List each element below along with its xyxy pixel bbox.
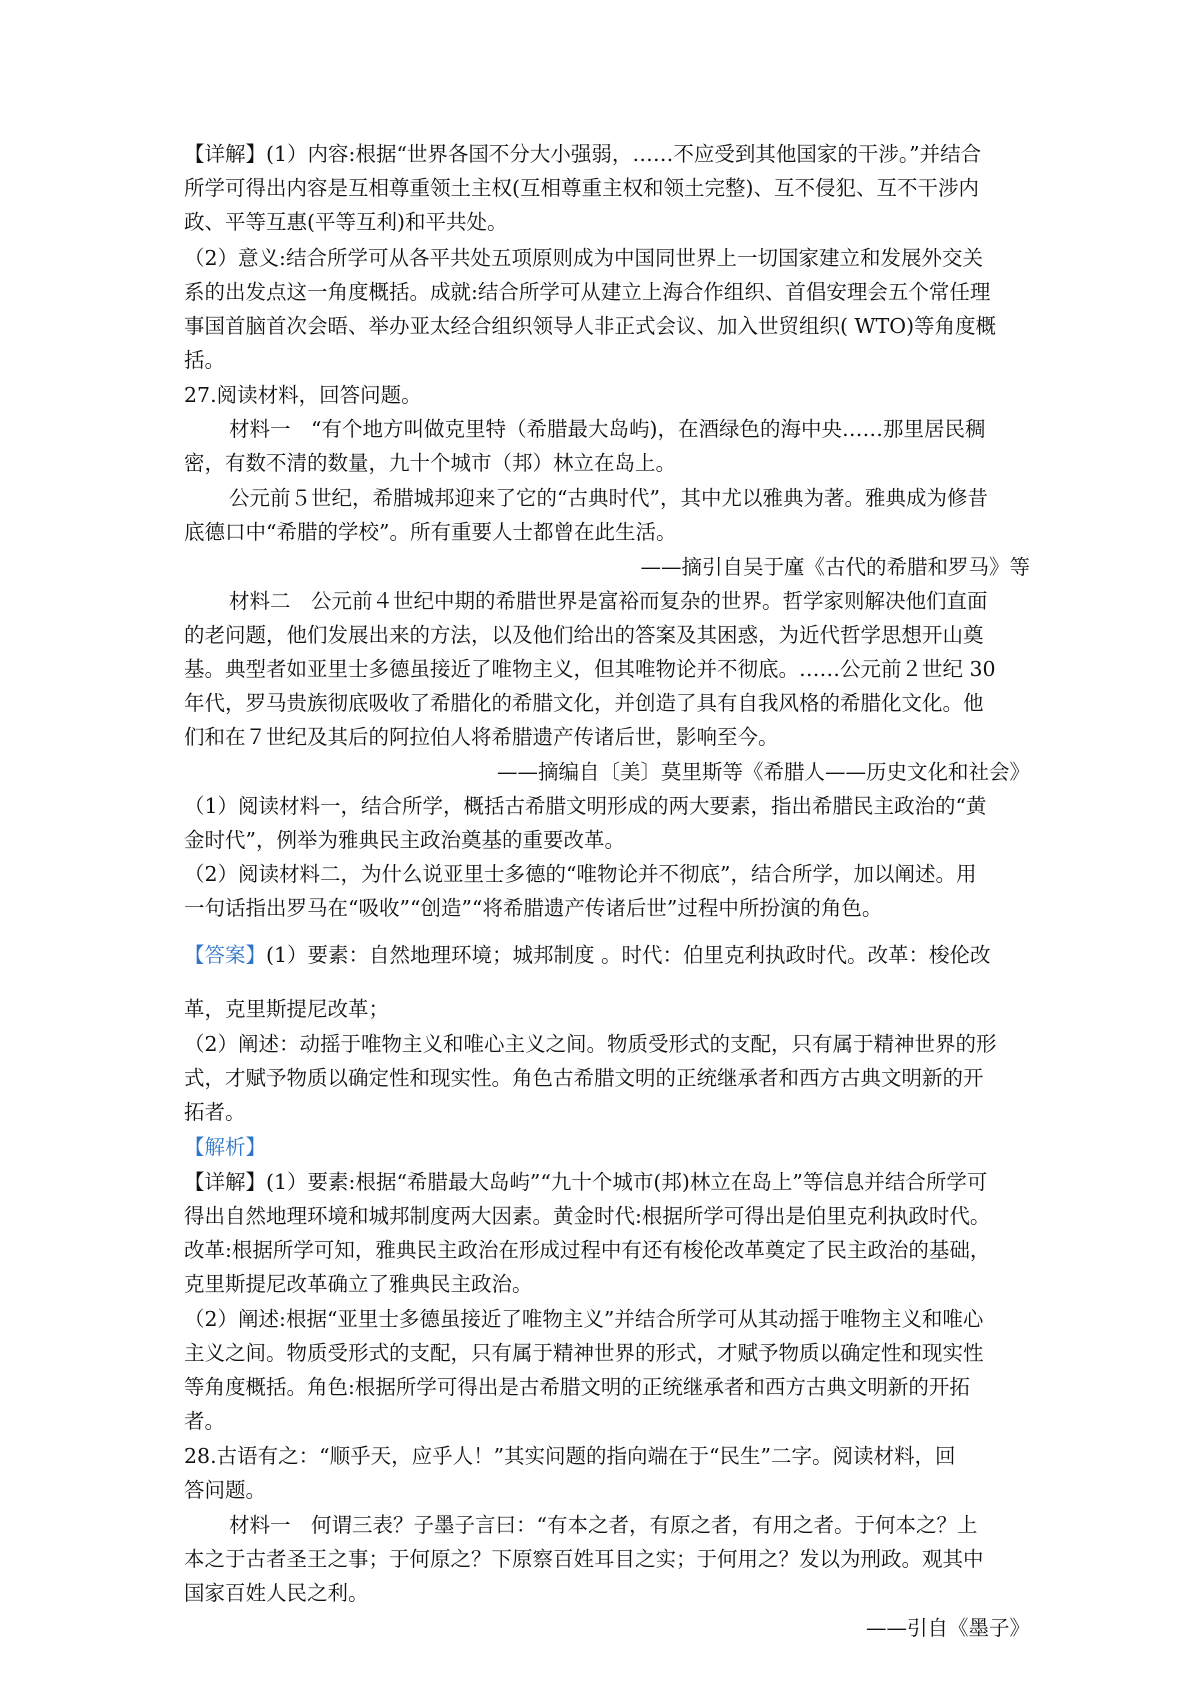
- answer-text: (1）要素：自然地理环境；城邦制度 。时代：伯里克利执政时代。改革：梭伦改: [266, 943, 991, 967]
- q28-material1-line: 国家百姓人民之利。: [184, 1581, 369, 1605]
- q27-answer-line: [184, 938, 1030, 972]
- q27-source2: ——摘编自〔美〕莫里斯等《希腊人——历史文化和社会》: [497, 760, 1030, 784]
- q26-detail-line: 括。: [184, 348, 225, 372]
- q27-question-line: 一句话指出罗马在“吸收”“创造”“将希腊遗产传诸后世”过程中所扮演的角色。: [184, 896, 883, 920]
- q27-answer-line: 式，才赋予物质以确定性和现实性。角色古希腊文明的正统继承者和西方古典文明新的开: [184, 1066, 984, 1090]
- q27-source1: ——摘引自吴于廑《古代的希腊和罗马》等: [640, 555, 1030, 579]
- q27-detail-line: 主义之间。物质受形式的支配，只有属于精神世界的形式，才赋予物质以确定性和现实性: [184, 1341, 984, 1365]
- q27-material2-line: 的老问题，他们发展出来的方法，以及他们给出的答案及其困惑，为近代哲学思想开山奠: [184, 623, 984, 647]
- q26-detail-line: 【详解】(1）内容:根据“世界各国不分大小强弱，……不应受到其他国家的干涉。”并结合: [184, 142, 982, 166]
- q26-detail-line: 事国首脑首次会晤、举办亚太经合组织领导人非正式会议、加入世贸组织( WTO)等角度概: [184, 314, 997, 338]
- q27-answer-line: （2）阐述：动摇于唯物主义和唯心主义之间。物质受形式的支配，只有属于精神世界的形: [184, 1032, 997, 1056]
- q27-detail-line: 得出自然地理环境和城邦制度两大因素。黄金时代:根据所学可得出是伯里克利执政时代。: [184, 1204, 991, 1228]
- q27-detail-line: 者。: [184, 1409, 225, 1433]
- q27-detail-line: 【详解】(1）要素:根据“希腊最大岛屿”“九十个城市(邦)林立在岛上”等信息并结合所学可: [184, 1170, 988, 1194]
- q26-detail-line: 系的出发点这一角度概括。成就:结合所学可从建立上海合作组织、首倡安理会五个常任理: [184, 280, 991, 304]
- q27-detail-line: 克里斯提尼改革确立了雅典民主政治。: [184, 1272, 533, 1296]
- q28-material1-line: 本之于古者圣王之事；于何原之？下原察百姓耳目之实；于何用之？发以为刑政。观其中: [184, 1547, 984, 1571]
- q27-material2-line: 年代，罗马贵族彻底吸收了希腊化的希腊文化，并创造了具有自我风格的希腊化文化。他: [184, 691, 984, 715]
- q27-heading: 27.阅读材料，回答问题。: [184, 383, 422, 407]
- q27-answer-line: 拓者。: [184, 1100, 246, 1124]
- q27-material2-line: 们和在７世纪及其后的阿拉伯人将希腊遗产传诸后世，影响至今。: [184, 725, 779, 749]
- q27-material1-line: 密，有数不清的数量，九十个城市（邦）林立在岛上。: [184, 451, 676, 475]
- q27-detail-line: （2）阐述:根据“亚里士多德虽接近了唯物主义”并结合所学可从其动摇于唯物主义和唯心: [184, 1307, 984, 1331]
- q27-material1-line: 底德口中“希腊的学校”。所有重要人士都曾在此生活。: [184, 520, 677, 544]
- q26-detail-line: 政、平等互惠(平等互利)和平共处。: [184, 210, 508, 234]
- analysis-tag: 【解析】: [184, 1135, 266, 1159]
- answer-tag: 【答案】: [184, 943, 266, 967]
- q27-material1-line: 材料一 “有个地方叫做克里特（希腊最大岛屿)，在酒绿色的海中央……那里居民稠: [229, 417, 986, 441]
- q26-detail-line: （2）意义:结合所学可从各平共处五项原则成为中国同世界上一切国家建立和发展外交关: [184, 246, 983, 270]
- q27-question-line: 金时代”，例举为雅典民主政治奠基的重要改革。: [184, 828, 625, 852]
- q27-detail-line: 改革:根据所学可知，雅典民主政治在形成过程中有还有梭伦改革奠定了民主政治的基础，: [184, 1238, 991, 1262]
- q27-question-line: （2）阅读材料二，为什么说亚里士多德的“唯物论并不彻底”，结合所学，加以阐述。用: [184, 862, 977, 886]
- q28-heading-line: 28.古语有之：“顺乎天，应乎人！”其实问题的指向端在于“民生”二字。阅读材料，回: [184, 1444, 956, 1468]
- q27-detail-line: 等角度概括。角色:根据所学可得出是古希腊文明的正统继承者和西方古典文明新的开拓: [184, 1375, 970, 1399]
- q27-answer-line: 革，克里斯提尼改革；: [184, 997, 389, 1021]
- q28-heading-line: 答问题。: [184, 1478, 266, 1502]
- q27-material2-line: 基。典型者如亚里士多德虽接近了唯物主义，但其唯物论并不彻底。……公元前２世纪 30: [184, 657, 996, 681]
- q27-material1-line: 公元前５世纪，希腊城邦迎来了它的“古典时代”，其中尤以雅典为著。雅典成为修昔: [229, 486, 988, 510]
- q28-material1-line: 材料一 何谓三表？子墨子言曰：“有本之者，有原之者，有用之者。于何本之？上: [229, 1513, 978, 1537]
- q28-source1: ——引自《墨子》: [866, 1616, 1030, 1640]
- q26-detail-line: 所学可得出内容是互相尊重领土主权(互相尊重主权和领土完整)、互不侵犯、互不干涉内: [184, 176, 979, 200]
- q27-material2-line: 材料二 公元前４世纪中期的希腊世界是富裕而复杂的世界。哲学家则解决他们直面: [229, 589, 988, 613]
- q27-question-line: （1）阅读材料一，结合所学，概括古希腊文明形成的两大要素，指出希腊民主政治的“黄: [184, 794, 987, 818]
